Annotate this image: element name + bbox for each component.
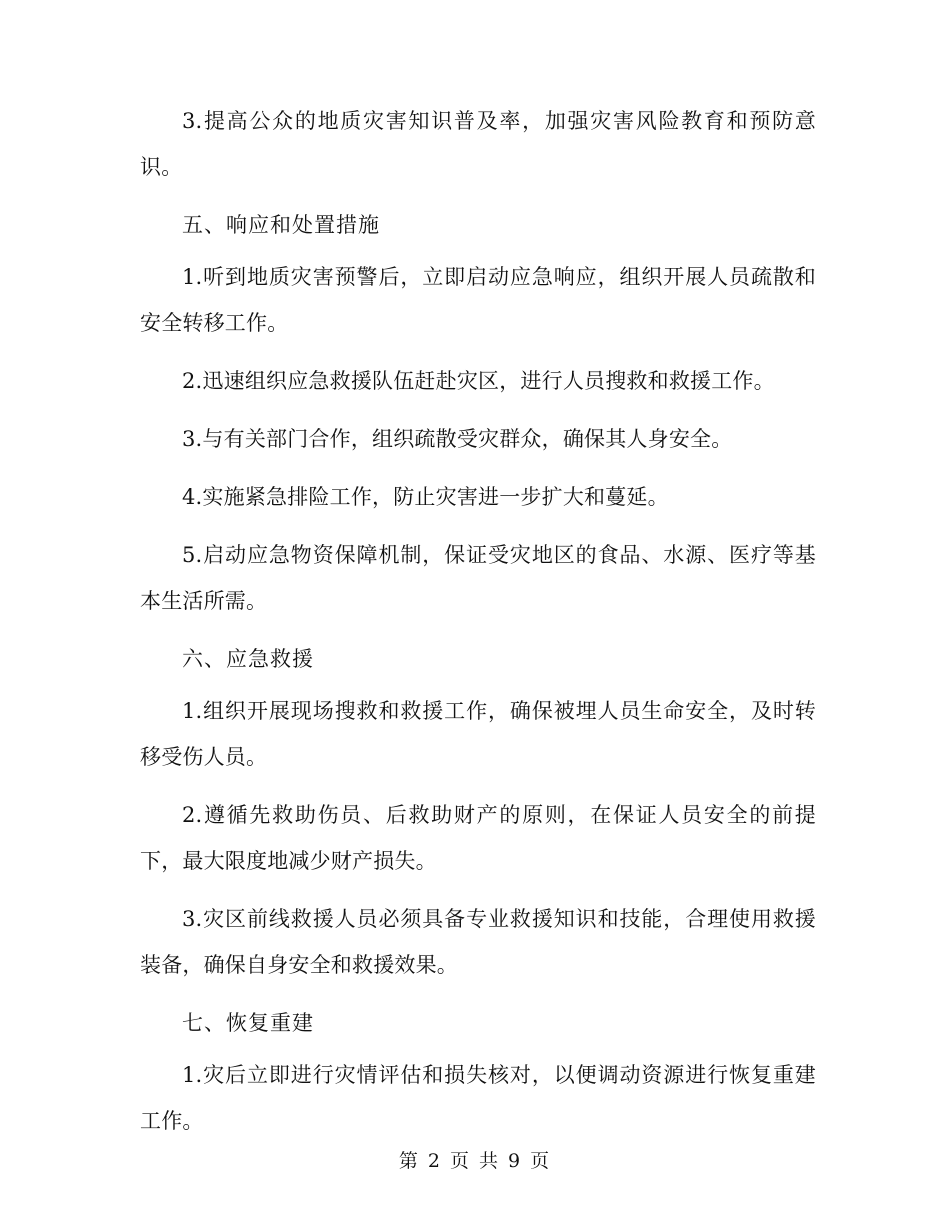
total-pages-number: 9 — [508, 1150, 523, 1172]
page-label-mid: 页 共 — [449, 1150, 501, 1172]
paragraph: 3.与有关部门合作，组织疏散受灾群众，确保其人身安全。 — [182, 427, 733, 451]
paragraph: 3.灾区前线救援人员必须具备专业救援知识和技能，合理使用救援装备，确保自身安全和救援效果。 — [140, 907, 816, 977]
paragraph: 3.提高公众的地质灾害知识普及率，加强灾害风险教育和预防意识。 — [140, 109, 816, 179]
paragraph: 2.迅速组织应急救援队伍赶赴灾区，进行人员搜救和救援工作。 — [182, 369, 775, 393]
paragraph: 1.听到地质灾害预警后，立即启动应急响应，组织开展人员疏散和安全转移工作。 — [140, 265, 816, 335]
page-footer — [0, 1146, 950, 1173]
paragraph: 1.灾后立即进行灾情评估和损失核对，以便调动资源进行恢复重建工作。 — [140, 1063, 816, 1133]
document-body — [140, 98, 816, 1156]
paragraph: 4.实施紧急排险工作，防止灾害进一步扩大和蔓延。 — [182, 485, 669, 509]
paragraph: 5.启动应急物资保障机制，保证受灾地区的食品、水源、医疗等基本生活所需。 — [140, 543, 816, 613]
section-heading: 七、恢复重建 — [182, 1011, 314, 1035]
section-heading: 六、应急救援 — [182, 647, 314, 671]
current-page-number: 2 — [427, 1150, 442, 1172]
paragraph: 1.组织开展现场搜救和救援工作，确保被埋人员生命安全，及时转移受伤人员。 — [140, 699, 816, 769]
section-heading: 五、响应和处置措施 — [182, 213, 380, 237]
page-label-prefix: 第 — [398, 1150, 420, 1172]
page-label-suffix: 页 — [530, 1150, 552, 1172]
paragraph: 2.遵循先救助伤员、后救助财产的原则，在保证人员安全的前提下，最大限度地减少财产损失。 — [140, 803, 816, 873]
